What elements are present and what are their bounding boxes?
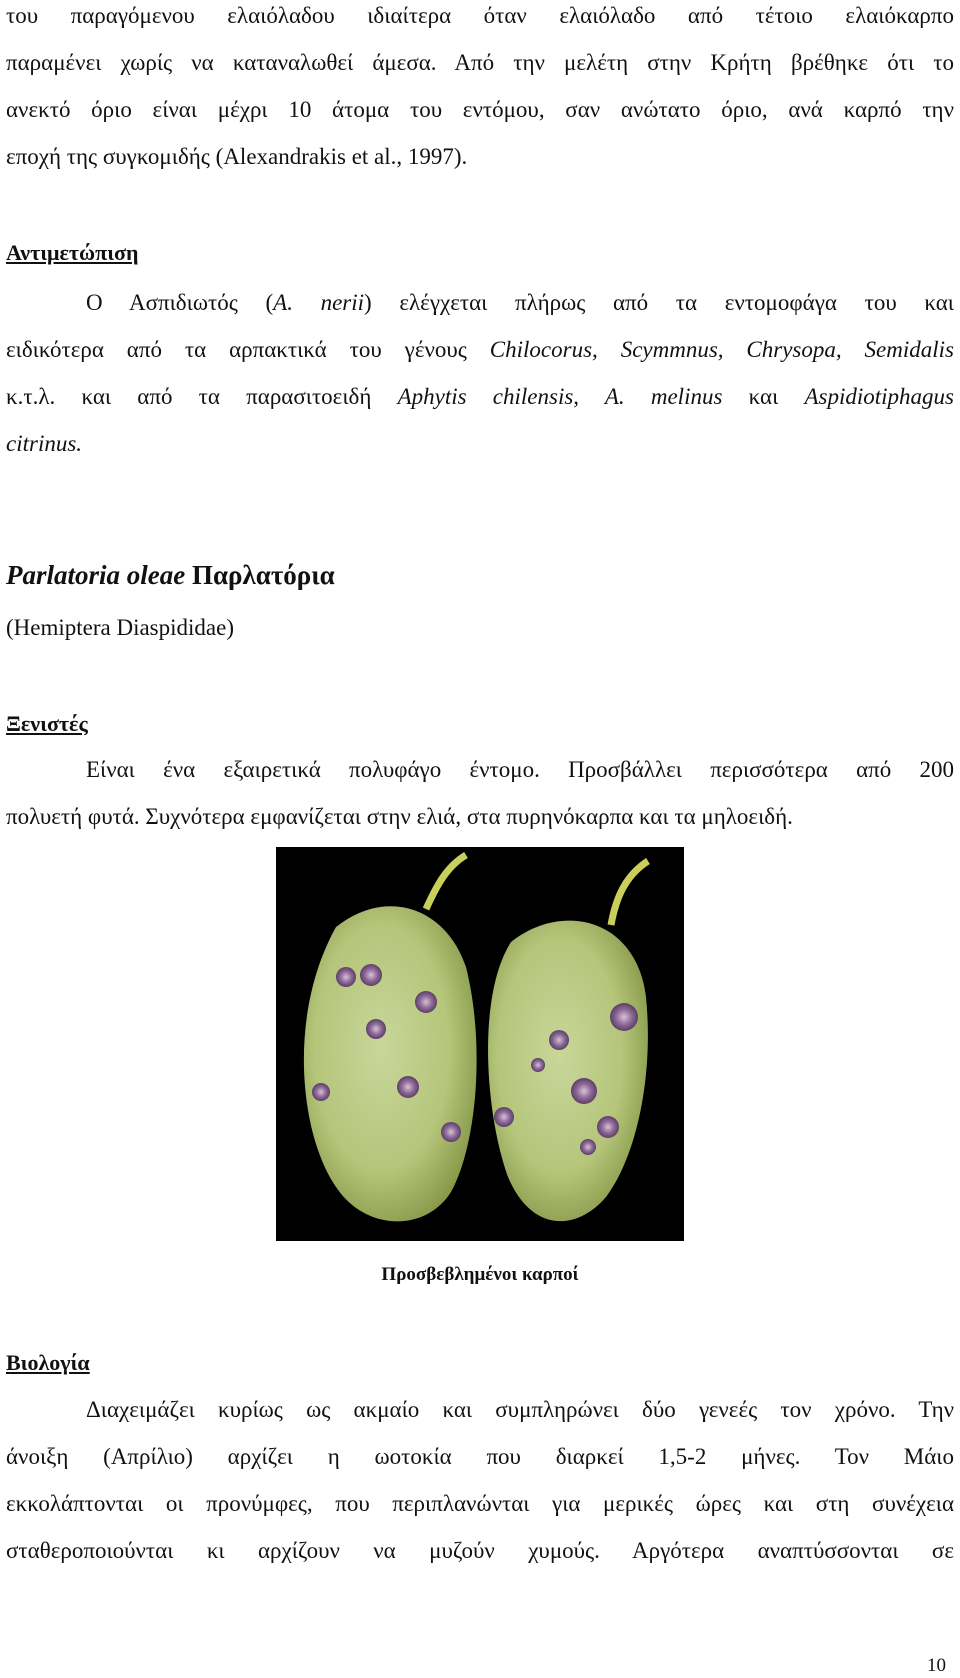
text-line — [6, 279, 954, 326]
scale-spot-shape — [597, 1116, 619, 1138]
text-line — [6, 420, 954, 467]
text-line — [6, 373, 954, 420]
text-span: κ.τ.λ. και από τα παρασιτοειδή — [6, 384, 398, 409]
text-line: ανεκτό όριο είναι μέχρι 10 άτομα του εντόμου, σαν ανώτατο όριο, ανά καρπό την — [6, 97, 954, 122]
biology-heading — [6, 1348, 90, 1378]
section-heading: Βιολογία — [6, 1350, 90, 1375]
text-line: παραμένει χωρίς να καταναλωθεί άμεσα. Από την μελέτη στην Κρήτη βρέθηκε ότι το — [6, 50, 954, 75]
control-paragraph — [6, 279, 954, 467]
scale-spot-shape — [360, 964, 382, 986]
text-line — [6, 326, 954, 373]
species-name: Chilocorus, Scymmnus, Chrysopa, Semidalis — [489, 337, 954, 362]
scale-spot-shape — [494, 1107, 514, 1127]
species-order — [6, 613, 234, 643]
species-name: citrinus. — [6, 431, 83, 456]
common-name: Παρλατόρια — [191, 560, 335, 590]
intro-paragraph — [6, 0, 954, 180]
scale-spot-shape — [336, 967, 356, 987]
olive-fruit-shape — [488, 921, 648, 1222]
text-line: Είναι ένα εξαιρετικά πολυφάγο έντομο. Προσβάλλει περισσότερα από 200 — [86, 757, 954, 782]
scale-spot-shape — [312, 1083, 330, 1101]
scale-spot-shape — [415, 991, 437, 1013]
hosts-heading — [6, 709, 88, 739]
text-line: του παραγόμενου ελαιόλαδου ιδιαίτερα όταν ελαιόλαδο από τέτοιο ελαιόκαρπο — [6, 3, 954, 28]
text-line: εκκολάπτονται οι προνύμφες, που περιπλανώνται για μερικές ώρες και στη συνέχεια — [6, 1491, 954, 1516]
hosts-paragraph — [6, 746, 954, 840]
stem-shape — [611, 861, 648, 925]
species-title-line — [6, 558, 335, 592]
text-span: ειδικότερα από τα αρπακτικά του γένους — [6, 337, 490, 362]
text-span: και — [722, 384, 805, 409]
taxonomy-text: (Hemiptera Diaspididae) — [6, 615, 234, 640]
scale-spot-shape — [580, 1139, 596, 1155]
scale-spot-shape — [441, 1122, 461, 1142]
scale-spot-shape — [531, 1058, 545, 1072]
text-line: σταθεροποιούνται κι αρχίζουν να μυζούν χυμούς. Αργότερα αναπτύσσονται σε — [6, 1538, 954, 1563]
text-line: εποχή της συγκομιδής (Alexandrakis et al., 1997). — [6, 144, 468, 169]
species-name: A. nerii — [273, 290, 365, 315]
olive-fruit-photo — [276, 847, 684, 1241]
infested-olives-illustration — [276, 847, 684, 1241]
text-line: άνοιξη (Απρίλιο) αρχίζει η ωοτοκία που διαρκεί 1,5-2 μήνες. Τον Μάιο — [6, 1444, 954, 1469]
section-heading: Αντιμετώπιση — [6, 240, 139, 265]
figure-caption: Προσβεβλημένοι καρποί — [381, 1264, 579, 1285]
species-name: Aphytis chilensis, A. melinus — [397, 384, 723, 409]
biology-paragraph — [6, 1386, 954, 1574]
control-heading — [6, 238, 138, 268]
page-number: 10 — [927, 1655, 946, 1676]
section-heading: Ξενιστές — [6, 711, 88, 736]
scale-spot-shape — [397, 1076, 419, 1098]
species-title — [6, 558, 335, 592]
scale-spot-shape — [610, 1003, 638, 1031]
text-span: ) ελέγχεται πλήρως από τα εντομοφάγα του και — [364, 290, 954, 315]
olive-fruit-shape — [304, 906, 477, 1221]
text-line: πολυετή φυτά. Συχνότερα εμφανίζεται στην ελιά, στα πυρηνόκαρπα και τα μηλοειδή. — [6, 804, 793, 829]
scale-spot-shape — [571, 1078, 597, 1104]
species-name: Aspidiotiphagus — [804, 384, 954, 409]
scale-spot-shape — [366, 1019, 386, 1039]
text-line: Διαχειμάζει κυρίως ως ακμαίο και συμπληρώνει δύο γενεές τον χρόνο. Την — [86, 1397, 954, 1422]
text-span: Ο Ασπιδιωτός ( — [86, 290, 274, 315]
stem-shape — [426, 855, 466, 909]
scale-spot-shape — [549, 1030, 569, 1050]
scientific-name: Parlatoria oleae — [6, 560, 186, 590]
